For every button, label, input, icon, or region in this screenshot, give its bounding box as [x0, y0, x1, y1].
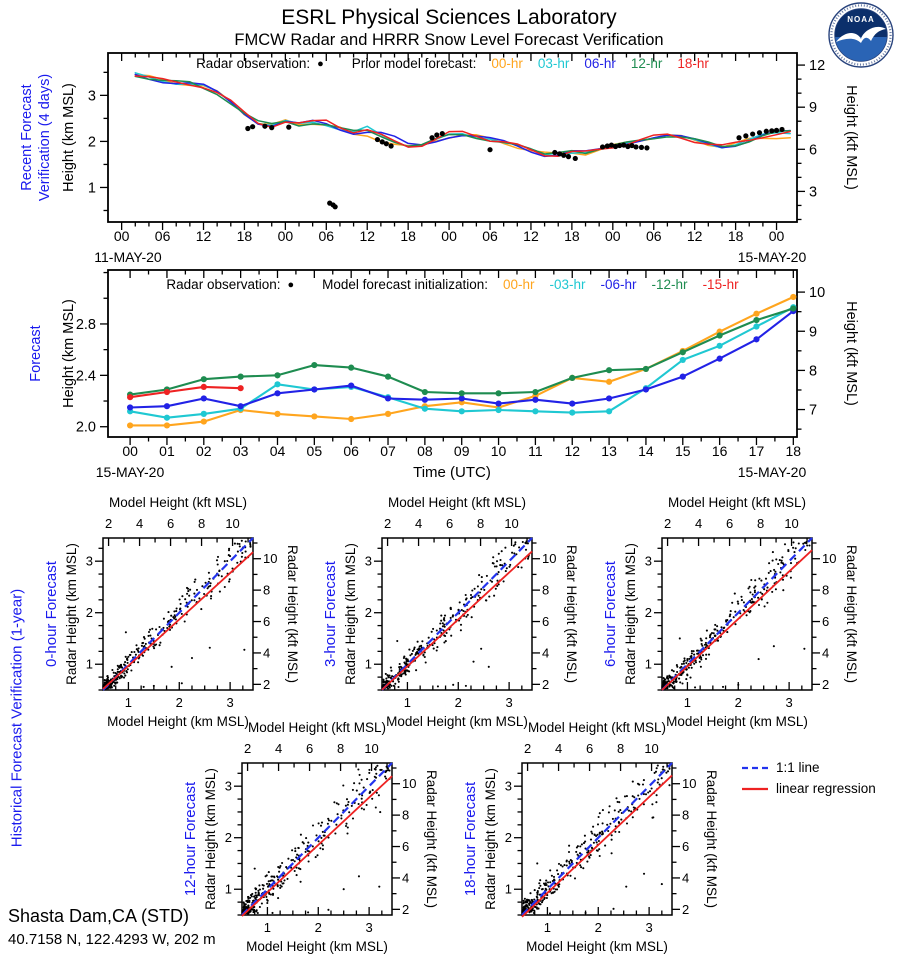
svg-text:10: 10	[644, 741, 659, 756]
svg-text:2: 2	[104, 516, 113, 531]
svg-text:06: 06	[645, 228, 662, 244]
svg-text:13: 13	[601, 443, 617, 459]
forecast-legend	[108, 277, 797, 292]
regression-line	[662, 550, 812, 690]
svg-text:18: 18	[564, 228, 580, 244]
svg-text:11: 11	[528, 443, 543, 459]
svg-text:8: 8	[476, 516, 485, 531]
svg-text:2: 2	[402, 901, 410, 917]
svg-text:06: 06	[154, 228, 171, 244]
svg-text:06: 06	[343, 443, 359, 459]
svg-text:8: 8	[616, 741, 625, 756]
svg-text:03: 03	[232, 443, 249, 459]
svg-text:10: 10	[542, 551, 557, 567]
series-18-hr	[135, 76, 790, 156]
y-axis-right-label: Radar Height (kft MSL)	[285, 544, 300, 684]
y-axis-right-label: Radar Height (kft MSL)	[424, 769, 439, 909]
svg-text:2: 2	[224, 830, 232, 846]
y-axis-label: Radar Height (km MSL)	[343, 543, 358, 685]
model-legend-label: Model forecast initialization:	[322, 277, 488, 292]
legend-label: 1:1 line	[776, 760, 820, 775]
y-axis-label: Radar Height (km MSL)	[203, 768, 218, 910]
svg-text:1: 1	[543, 920, 552, 935]
one-to-one-line	[662, 538, 812, 690]
y-axis-right-label: Radar Height (kft MSL)	[564, 544, 579, 684]
svg-text:12: 12	[359, 228, 376, 244]
svg-text:8: 8	[756, 516, 765, 531]
svg-text:7: 7	[809, 402, 818, 419]
y-axis-right-label: Radar Height (kft MSL)	[704, 769, 719, 909]
svg-text:10: 10	[822, 551, 837, 567]
svg-text:2: 2	[644, 605, 652, 621]
svg-text:2: 2	[682, 901, 690, 917]
recent-legend	[108, 56, 797, 71]
radar-observations	[245, 124, 784, 210]
solid-line-sample	[742, 785, 768, 793]
series-06-hr	[135, 74, 790, 156]
svg-text:10: 10	[504, 516, 519, 531]
historical-scatter-row1	[0, 490, 898, 730]
svg-text:1: 1	[644, 656, 652, 672]
svg-text:2: 2	[383, 516, 392, 531]
svg-text:3: 3	[809, 184, 818, 201]
svg-text:10: 10	[682, 776, 697, 792]
svg-text:05: 05	[306, 443, 323, 459]
svg-text:18: 18	[727, 228, 744, 244]
svg-text:12: 12	[809, 58, 826, 75]
svg-text:00: 00	[441, 228, 457, 244]
svg-text:9: 9	[809, 100, 818, 117]
y-axis-label: Height (km MSL)	[61, 299, 77, 408]
page-title: ESRL Physical Sciences Laboratory	[281, 6, 617, 29]
panel-title: Forecast	[28, 325, 44, 382]
svg-text:2.4: 2.4	[75, 368, 96, 385]
recent-verification-chart	[0, 44, 898, 270]
scatter-18-hour-forecast	[462, 720, 719, 954]
svg-text:17: 17	[748, 443, 765, 459]
date-right: 15-MAY-20	[737, 464, 807, 480]
x-axis-label: Model Height (km MSL)	[526, 939, 668, 954]
svg-text:3: 3	[226, 695, 234, 710]
svg-text:2: 2	[542, 676, 550, 692]
svg-text:08: 08	[417, 443, 433, 459]
svg-text:3: 3	[87, 88, 96, 105]
page-subtitle: FMCW Radar and HRRR Snow Level Forecast Verification	[234, 31, 664, 49]
svg-text:10: 10	[263, 551, 278, 567]
series-00-hr	[130, 297, 793, 425]
svg-text:1: 1	[85, 656, 93, 672]
svg-text:8: 8	[809, 363, 818, 380]
svg-text:8: 8	[542, 582, 550, 598]
dashed-line-sample	[742, 764, 768, 772]
y-axis-right-label: Height (kft MSL)	[843, 301, 859, 406]
forecast-hour-label: 0-hour Forecast	[43, 561, 60, 667]
legend-item--12-hr: -12-hr	[651, 277, 688, 292]
regression-line	[522, 775, 672, 916]
svg-text:4: 4	[274, 741, 283, 756]
station-coords: 40.7158 N, 122.4293 W, 202 m	[8, 931, 216, 948]
svg-text:4: 4	[694, 516, 703, 531]
svg-text:09: 09	[453, 443, 470, 459]
forecast-hour-label: 6-hour Forecast	[602, 561, 619, 667]
svg-text:2: 2	[364, 605, 372, 621]
historical-section-title: Historical Forecast Verification (1-year)	[8, 588, 26, 848]
svg-text:12: 12	[523, 228, 539, 244]
svg-text:1: 1	[124, 695, 133, 710]
svg-text:2.8: 2.8	[75, 316, 96, 333]
svg-text:07: 07	[380, 443, 396, 459]
svg-text:14: 14	[638, 443, 654, 459]
svg-text:2: 2	[314, 920, 322, 935]
svg-text:2: 2	[175, 695, 183, 710]
svg-text:2: 2	[822, 676, 830, 692]
svg-text:3: 3	[785, 695, 793, 710]
legend-row-1:1-line	[742, 757, 876, 778]
scatter-6-hour-forecast	[602, 495, 859, 729]
svg-text:2: 2	[504, 830, 512, 846]
y-axis-right-label: Height (kft MSL)	[843, 85, 859, 190]
y-axis-label: Radar Height (km MSL)	[623, 543, 638, 685]
top-axis-label: Model Height (kft MSL)	[247, 720, 387, 735]
svg-text:1: 1	[683, 695, 692, 710]
y-axis-label: Radar Height (km MSL)	[483, 768, 498, 910]
svg-text:1: 1	[364, 656, 372, 672]
svg-text:4: 4	[414, 516, 423, 531]
svg-text:00: 00	[277, 228, 294, 244]
forecast-hour-label: 18-hour Forecast	[462, 781, 479, 897]
legend-item-06-hr: 06-hr	[584, 56, 616, 71]
y-axis-right-label: Radar Height (kft MSL)	[844, 544, 859, 684]
svg-text:2: 2	[734, 695, 742, 710]
series--12-hr	[130, 309, 793, 395]
top-axis-label: Model Height (kft MSL)	[387, 495, 527, 510]
svg-text:8: 8	[402, 807, 410, 823]
x-axis-label: Model Height (km MSL)	[246, 939, 388, 954]
svg-text:6: 6	[305, 741, 314, 756]
x-axis-label: Model Height (km MSL)	[386, 714, 528, 729]
svg-text:6: 6	[263, 614, 271, 630]
svg-text:2: 2	[243, 741, 252, 756]
svg-text:2: 2	[454, 695, 462, 710]
svg-text:00: 00	[122, 443, 138, 459]
scatter-3-hour-forecast	[322, 495, 579, 729]
obs-legend-label: Radar observation:	[166, 277, 281, 292]
svg-text:12: 12	[686, 228, 703, 244]
svg-text:10: 10	[784, 516, 799, 531]
top-axis-label: Model Height (kft MSL)	[527, 720, 667, 735]
forecast-plot	[28, 270, 859, 481]
date-left: 11-MAY-20	[94, 249, 162, 265]
svg-text:06: 06	[318, 228, 335, 244]
x-axis-label: Time (UTC)	[413, 464, 491, 481]
svg-text:3: 3	[365, 920, 373, 935]
svg-text:4: 4	[135, 516, 144, 531]
one-to-one-line	[103, 538, 253, 690]
svg-text:2: 2	[263, 676, 271, 692]
obs-dot-icon: ●	[287, 279, 295, 291]
top-axis-label: Model Height (kft MSL)	[667, 495, 807, 510]
svg-text:10: 10	[364, 741, 379, 756]
svg-text:3: 3	[645, 920, 653, 935]
regression-line	[382, 551, 532, 689]
svg-text:1: 1	[87, 180, 96, 197]
svg-text:6: 6	[682, 839, 690, 855]
svg-text:3: 3	[364, 553, 372, 569]
y-axis-label: Height (km MSL)	[61, 83, 77, 192]
svg-text:3: 3	[504, 778, 512, 794]
svg-text:2.0: 2.0	[75, 419, 96, 436]
svg-text:00: 00	[113, 228, 130, 244]
svg-text:00: 00	[768, 228, 785, 244]
legend-row-linear-regression	[742, 778, 876, 799]
svg-text:2: 2	[663, 516, 672, 531]
series-00-hr	[135, 75, 790, 155]
station-name: Shasta Dam,CA (STD)	[8, 906, 190, 926]
svg-text:9: 9	[809, 324, 818, 341]
svg-text:6: 6	[542, 614, 550, 630]
series-03-hr	[135, 73, 790, 156]
svg-text:6: 6	[725, 516, 734, 531]
svg-text:8: 8	[682, 807, 690, 823]
svg-text:6: 6	[585, 741, 594, 756]
panel-title-line1: Recent Forecast	[19, 84, 35, 191]
scatter-12-hour-forecast	[182, 720, 439, 954]
regression-line	[103, 552, 253, 689]
legend-item--15-hr: -15-hr	[702, 277, 739, 292]
forecast-hour-label: 12-hour Forecast	[182, 781, 199, 897]
svg-text:04: 04	[269, 443, 286, 459]
x-axis-label: Model Height (km MSL)	[666, 714, 808, 729]
legend-item-00-hr: 00-hr	[491, 56, 523, 71]
svg-text:8: 8	[336, 741, 345, 756]
legend-item--06-hr: -06-hr	[600, 277, 637, 292]
svg-text:10: 10	[402, 776, 417, 792]
svg-text:4: 4	[682, 870, 690, 886]
svg-text:4: 4	[822, 645, 830, 661]
legend-item-12-hr: 12-hr	[630, 56, 663, 71]
svg-text:2: 2	[523, 741, 532, 756]
one-to-one-line	[522, 763, 672, 915]
svg-text:00: 00	[605, 228, 621, 244]
svg-text:15: 15	[674, 443, 691, 459]
scatter-legend	[742, 757, 876, 799]
svg-text:3: 3	[644, 553, 652, 569]
panel-title-line2: Verification (4 days)	[37, 73, 53, 202]
legend-label: linear regression	[776, 781, 876, 796]
svg-text:12: 12	[564, 443, 581, 459]
x-axis-label: Model Height (km MSL)	[107, 714, 249, 729]
svg-text:12: 12	[195, 228, 212, 244]
svg-text:1: 1	[224, 881, 232, 897]
scatter-0-hour-forecast	[43, 495, 300, 729]
obs-dot-icon: ●	[317, 58, 324, 70]
obs-legend-label: Radar observation:	[196, 56, 311, 71]
svg-text:3: 3	[224, 778, 232, 794]
svg-text:4: 4	[554, 741, 563, 756]
forecast-hour-label: 3-hour Forecast	[322, 561, 339, 667]
svg-text:01: 01	[159, 443, 175, 459]
date-right: 15-MAY-20	[737, 249, 807, 265]
svg-text:2: 2	[594, 920, 602, 935]
svg-text:2: 2	[85, 605, 93, 621]
svg-text:16: 16	[711, 443, 728, 459]
svg-text:10: 10	[225, 516, 240, 531]
svg-text:3: 3	[85, 553, 93, 569]
legend-item-18-hr: 18-hr	[677, 56, 709, 71]
svg-text:02: 02	[196, 443, 212, 459]
forecast-chart	[0, 266, 898, 492]
svg-text:6: 6	[166, 516, 175, 531]
svg-text:1: 1	[263, 920, 272, 935]
one-to-one-line	[382, 538, 532, 690]
svg-text:1: 1	[403, 695, 412, 710]
svg-text:18: 18	[785, 443, 802, 459]
y-axis-label: Radar Height (km MSL)	[64, 543, 79, 685]
svg-text:6: 6	[809, 142, 818, 159]
svg-text:4: 4	[263, 645, 271, 661]
legend-item--03-hr: -03-hr	[549, 277, 586, 292]
svg-text:6: 6	[822, 614, 830, 630]
recent-plot	[19, 53, 859, 265]
svg-text:8: 8	[822, 582, 830, 598]
regression-line	[242, 776, 392, 916]
svg-text:2: 2	[87, 134, 96, 151]
date-left: 15-MAY-20	[95, 464, 165, 480]
svg-text:4: 4	[402, 870, 410, 886]
svg-text:4: 4	[542, 645, 550, 661]
svg-text:1: 1	[504, 881, 512, 897]
legend-item-03-hr: 03-hr	[537, 56, 570, 71]
svg-text:06: 06	[482, 228, 498, 244]
svg-text:3: 3	[505, 695, 513, 710]
top-axis-label: Model Height (kft MSL)	[108, 495, 248, 510]
svg-text:6: 6	[445, 516, 454, 531]
legend-item-00-hr: 00-hr	[503, 277, 535, 292]
svg-text:18: 18	[236, 228, 253, 244]
svg-text:8: 8	[197, 516, 206, 531]
model-legend-label: Prior model forecast:	[351, 56, 477, 71]
one-to-one-line	[242, 763, 392, 915]
svg-text:10: 10	[809, 285, 826, 302]
logo-noaa-text: NOAA	[847, 15, 875, 24]
svg-text:8: 8	[263, 582, 271, 598]
svg-text:18: 18	[400, 228, 416, 244]
svg-text:10: 10	[490, 443, 507, 459]
svg-text:6: 6	[402, 839, 410, 855]
